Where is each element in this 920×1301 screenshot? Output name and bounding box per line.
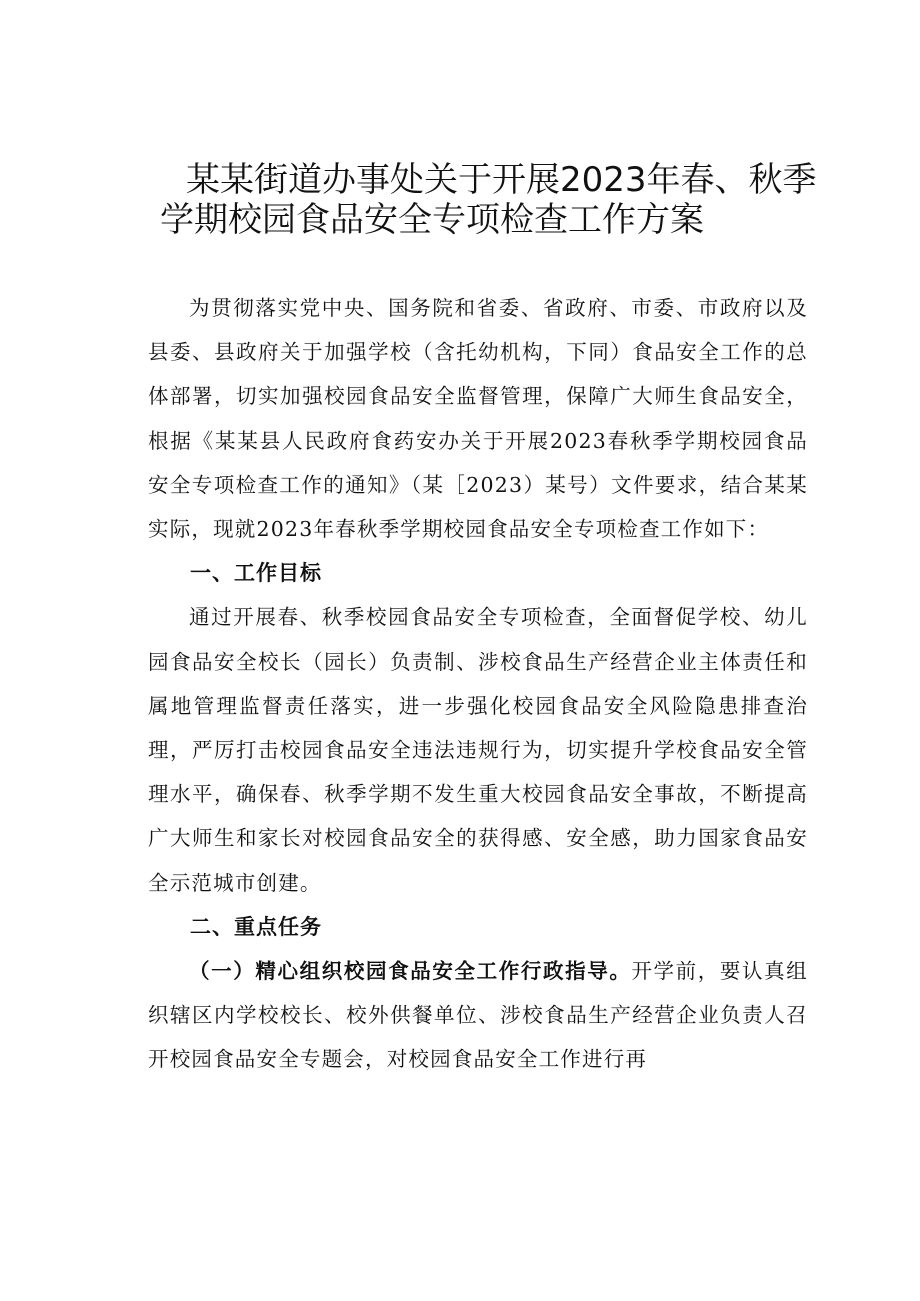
title-line-2: 学期校园食品安全专项检查工作方案 — [160, 200, 704, 240]
section-1-heading: 一、工作目标 — [190, 561, 322, 586]
title-line-1: 某某街道办事处关于开展2023年春、秋季 — [186, 160, 817, 200]
item-1-paragraph — [148, 949, 808, 1082]
document-title — [160, 160, 820, 240]
document-body — [148, 286, 808, 1082]
item-1-lead: （一）精心组织校园食品安全工作行政指导。 — [189, 959, 632, 984]
item-1-text: 开学前，要认真组织辖区内学校校长、校外供餐单位、涉校食品生产经营企业负责人召开校园食品安全专题会，对校园食品安全工作进行再 — [148, 959, 808, 1072]
section-2-heading: 二、重点任务 — [190, 914, 322, 939]
section-1-paragraph: 通过开展春、秋季校园食品安全专项检查，全面督促学校、幼儿园食品安全校长（园长）负责制、涉校食品生产经营企业主体责任和属地管理监督责任落实，进一步强化校园食品安全风险隐患排查治理，严厉打击校园食品安全违法违规行为，切实提升学校食品安全管理水平，确保春、秋季学期不发生重大校园食品安全事故，不断提高广大师生和家长对校园食品安全的获得感、安全感，助力国家食品安全示范城市创建。 — [148, 605, 808, 895]
intro-paragraph: 为贯彻落实党中央、国务院和省委、省政府、市委、市政府以及县委、县政府关于加强学校（含托幼机构，下同）食品安全工作的总体部署，切实加强校园食品安全监督管理，保障广大师生食品安全，根据《某某县人民政府食药安办关于开展2023春秋季学期校园食品安全专项检查工作的通知》（某［2023）某号）文件要求，结合某某实际，现就2023年春秋季学期校园食品安全专项检查工作如下： — [148, 296, 808, 542]
